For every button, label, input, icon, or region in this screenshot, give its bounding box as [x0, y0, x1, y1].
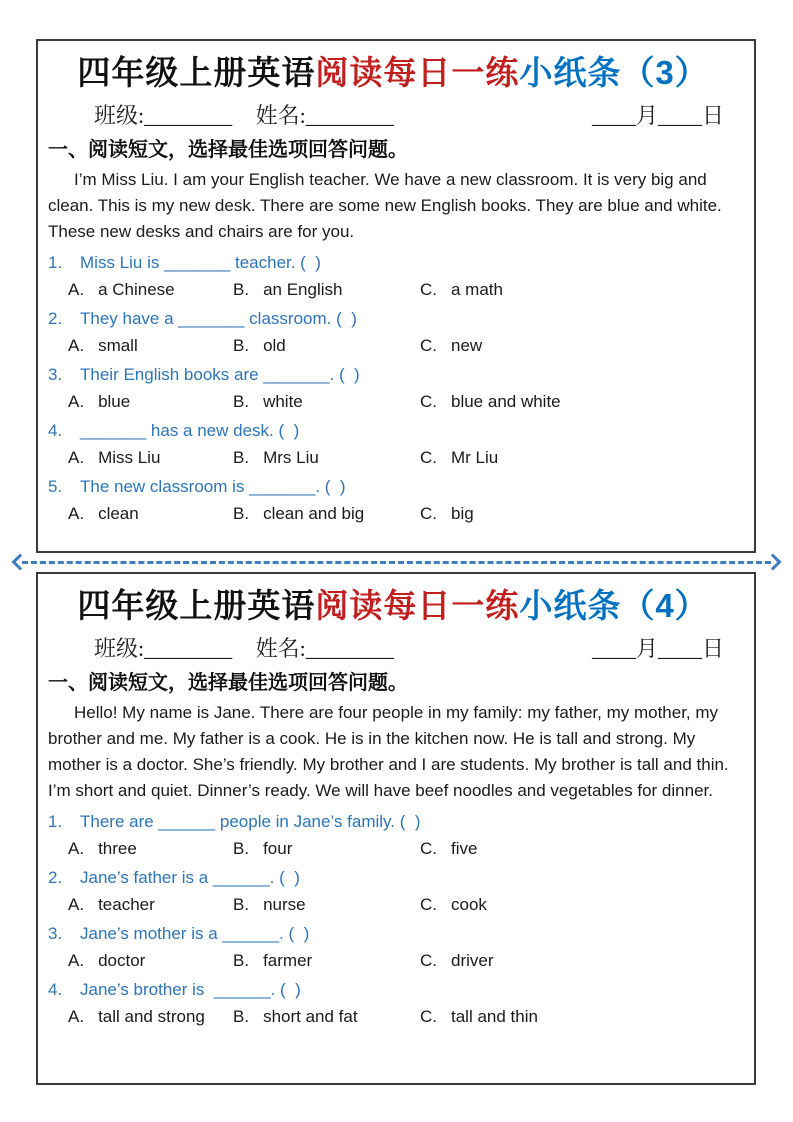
options-row — [48, 947, 738, 974]
question-line — [48, 864, 738, 891]
option-a — [68, 835, 233, 862]
section-heading: 一、阅读短文，选择最佳选项回答问题。 — [48, 139, 408, 161]
name-label: 姓名: — [255, 103, 306, 128]
day-blank: ____ — [657, 636, 702, 661]
option-text: a math — [451, 280, 503, 299]
options-row — [48, 891, 738, 918]
options-row — [48, 1003, 738, 1030]
title-part-grade: 四年级上册英语 — [77, 587, 316, 624]
option-text: big — [451, 504, 474, 523]
option-c — [420, 276, 503, 303]
question-line — [48, 473, 738, 500]
option-text: doctor — [98, 951, 146, 970]
class-blank: ________ — [144, 103, 233, 128]
option-b — [233, 388, 420, 415]
question-text: Jane’s father is a ______. ( ) — [80, 868, 300, 887]
month-label: 月 — [635, 103, 658, 128]
cut-line-divider — [14, 555, 779, 569]
question-text: _______ has a new desk. ( ) — [80, 421, 300, 440]
option-label: C. — [420, 336, 437, 355]
option-text: blue and white — [451, 392, 561, 411]
option-text: teacher — [98, 895, 155, 914]
option-b — [233, 891, 420, 918]
option-text: cook — [451, 895, 487, 914]
worksheet-3-title — [48, 49, 738, 97]
option-label: B. — [233, 895, 250, 914]
option-c — [420, 444, 498, 471]
class-blank: ________ — [144, 636, 233, 661]
title-part-practice: 阅读每日一练 — [315, 54, 520, 91]
option-text: tall and thin — [451, 1007, 538, 1026]
options-row — [48, 388, 738, 415]
question-number: 5. — [48, 477, 63, 496]
option-label: C. — [420, 448, 437, 467]
option-label: C. — [420, 280, 437, 299]
question-number: 2. — [48, 868, 63, 887]
option-c — [420, 388, 561, 415]
option-label: A. — [68, 336, 85, 355]
option-text: small — [98, 336, 138, 355]
question-1 — [48, 249, 738, 303]
section-heading: 一、阅读短文，选择最佳选项回答问题。 — [48, 672, 408, 694]
question-number: 1. — [48, 253, 63, 272]
question-line — [48, 976, 738, 1003]
option-text: driver — [451, 951, 494, 970]
name-blank: ________ — [305, 103, 394, 128]
question-number: 3. — [48, 924, 63, 943]
option-label: B. — [233, 1007, 250, 1026]
question-text: They have a _______ classroom. ( ) — [80, 309, 357, 328]
option-label: B. — [233, 448, 250, 467]
month-blank: ____ — [591, 636, 636, 661]
question-4 — [48, 976, 738, 1030]
option-label: A. — [68, 951, 85, 970]
option-a — [68, 276, 233, 303]
option-b — [233, 276, 420, 303]
option-label: A. — [68, 504, 85, 523]
question-2 — [48, 305, 738, 359]
option-a — [68, 891, 233, 918]
question-line — [48, 417, 738, 444]
right-arrow-icon — [765, 554, 782, 571]
options-row — [48, 332, 738, 359]
option-c — [420, 500, 474, 527]
option-text: clean — [98, 504, 139, 523]
option-a — [68, 444, 233, 471]
options-row — [48, 835, 738, 862]
option-label: A. — [68, 448, 85, 467]
option-label: B. — [233, 951, 250, 970]
option-text: Miss Liu — [98, 448, 161, 467]
question-number: 3. — [48, 365, 63, 384]
question-2 — [48, 864, 738, 918]
option-text: Mrs Liu — [263, 448, 319, 467]
option-text: Mr Liu — [451, 448, 499, 467]
options-row — [48, 444, 738, 471]
option-label: B. — [233, 504, 250, 523]
question-3 — [48, 361, 738, 415]
option-label: C. — [420, 895, 437, 914]
title-part-number: 小纸条（3） — [519, 54, 709, 91]
worksheet-4-title — [48, 582, 738, 630]
date-fields — [592, 101, 724, 131]
day-label: 日 — [701, 636, 724, 661]
option-c — [420, 1003, 538, 1030]
option-a — [68, 947, 233, 974]
option-c — [420, 332, 482, 359]
option-label: A. — [68, 280, 85, 299]
reading-passage: I’m Miss Liu. I am your English teacher. We have a new classroom. It is very big and clean. This is my new desk. There are some new English books. They are blue and white. These new desks and chairs are for you. — [48, 170, 722, 241]
options-row — [48, 500, 738, 527]
question-text: There are ______ people in Jane’s family. ( ) — [80, 812, 421, 831]
question-number: 4. — [48, 980, 63, 999]
day-label: 日 — [701, 103, 724, 128]
option-a — [68, 500, 233, 527]
question-5 — [48, 473, 738, 527]
question-line — [48, 808, 738, 835]
question-text: Miss Liu is _______ teacher. ( ) — [80, 253, 321, 272]
left-arrow-icon — [12, 554, 29, 571]
title-part-grade: 四年级上册英语 — [77, 54, 316, 91]
question-line — [48, 305, 738, 332]
class-label: 班级: — [94, 636, 145, 661]
option-label: A. — [68, 1007, 85, 1026]
option-label: B. — [233, 839, 250, 858]
question-text: The new classroom is _______. ( ) — [80, 477, 346, 496]
class-label: 班级: — [94, 103, 145, 128]
worksheet-4 — [36, 572, 756, 1085]
option-text: an English — [263, 280, 343, 299]
class-name-fields — [94, 634, 394, 664]
day-blank: ____ — [657, 103, 702, 128]
option-text: three — [98, 839, 137, 858]
option-label: A. — [68, 392, 85, 411]
option-b — [233, 444, 420, 471]
option-c — [420, 835, 477, 862]
question-line — [48, 361, 738, 388]
option-b — [233, 500, 420, 527]
option-text: new — [451, 336, 483, 355]
question-text: Jane’s brother is ______. ( ) — [80, 980, 301, 999]
option-a — [68, 332, 233, 359]
option-text: a Chinese — [98, 280, 175, 299]
month-blank: ____ — [591, 103, 636, 128]
question-line — [48, 249, 738, 276]
student-info-row — [48, 101, 738, 131]
question-number: 2. — [48, 309, 63, 328]
option-a — [68, 1003, 233, 1030]
option-text: five — [451, 839, 478, 858]
class-name-fields — [94, 101, 394, 131]
name-label: 姓名: — [255, 636, 306, 661]
option-text: four — [263, 839, 293, 858]
option-a — [68, 388, 233, 415]
option-text: nurse — [263, 895, 306, 914]
option-c — [420, 947, 494, 974]
question-line — [48, 920, 738, 947]
options-row — [48, 276, 738, 303]
option-text: farmer — [263, 951, 313, 970]
option-label: B. — [233, 280, 250, 299]
option-label: C. — [420, 392, 437, 411]
option-b — [233, 332, 420, 359]
option-label: C. — [420, 951, 437, 970]
date-fields — [592, 634, 724, 664]
question-text: Jane’s mother is a ______. ( ) — [80, 924, 310, 943]
title-part-practice: 阅读每日一练 — [315, 587, 520, 624]
option-b — [233, 947, 420, 974]
question-3 — [48, 920, 738, 974]
question-text: Their English books are _______. ( ) — [80, 365, 360, 384]
option-label: C. — [420, 1007, 437, 1026]
option-label: B. — [233, 392, 250, 411]
question-4 — [48, 417, 738, 471]
option-b — [233, 835, 420, 862]
question-1 — [48, 808, 738, 862]
question-number: 4. — [48, 421, 63, 440]
option-label: A. — [68, 895, 85, 914]
question-number: 1. — [48, 812, 63, 831]
option-text: old — [263, 336, 286, 355]
month-label: 月 — [635, 636, 658, 661]
option-c — [420, 891, 487, 918]
option-label: B. — [233, 336, 250, 355]
worksheet-3 — [36, 39, 756, 553]
dashed-line — [22, 561, 771, 564]
name-blank: ________ — [305, 636, 394, 661]
option-b — [233, 1003, 420, 1030]
option-label: C. — [420, 504, 437, 523]
option-label: A. — [68, 839, 85, 858]
option-text: tall and strong — [98, 1007, 205, 1026]
option-label: C. — [420, 839, 437, 858]
reading-passage: Hello! My name is Jane. There are four people in my family: my father, my mother, my brother and me. My father is a cook. He is in the kitchen now. He is tall and strong. My mother is a doctor. She’s friendly. My brother and I are students. My brother is tall and thin. I’m short and quiet. Dinner’s ready. We will have beef noodles and vegetables for dinner. — [48, 703, 729, 800]
option-text: clean and big — [263, 504, 365, 523]
option-text: blue — [98, 392, 131, 411]
student-info-row — [48, 634, 738, 664]
title-part-number: 小纸条（4） — [519, 587, 709, 624]
option-text: short and fat — [263, 1007, 358, 1026]
option-text: white — [263, 392, 303, 411]
